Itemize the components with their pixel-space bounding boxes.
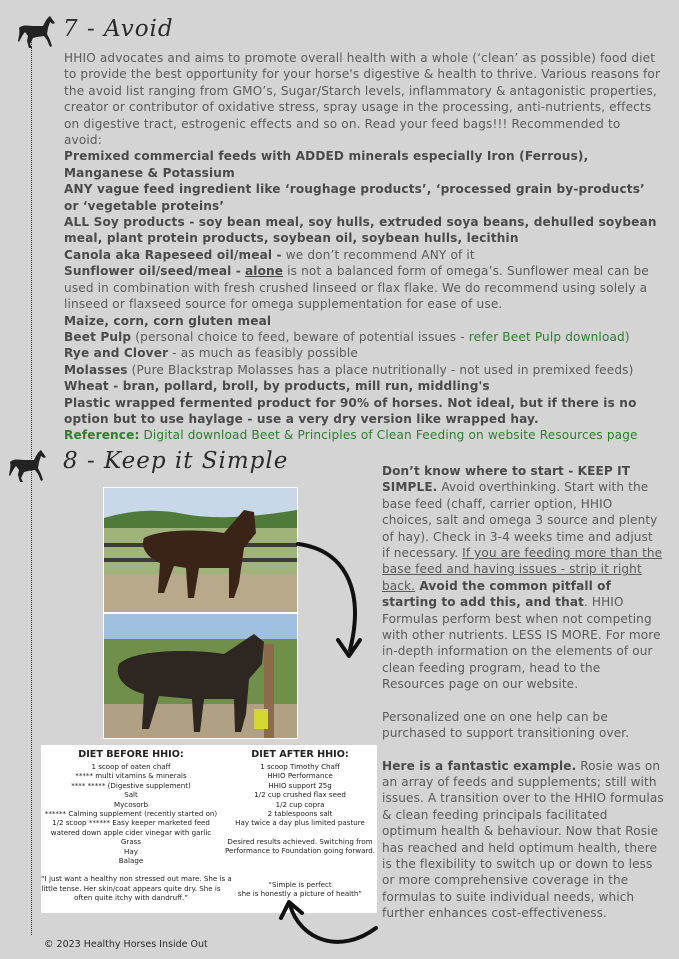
diet-before-quote: little tense. Her skin/coat appears quite dry. She is [41,883,221,893]
diet-after-quote: “Simple is perfect [268,879,332,889]
avoid-item: Canola aka Rapeseed oil/meal - we don’t recommend ANY of it [64,247,475,262]
diet-list-item: HHIO Performance [267,771,333,781]
diet-list-item: 1 scoop Timothy Chaff [260,762,340,771]
avoid-item: Beet Pulp (personal choice to feed, beware of potential issues - refer Beet Pulp download) [64,329,630,344]
personalized-help-paragraph: Personalized one on one help can be purchased to support transitioning over. [382,709,630,741]
diet-after-note: Performance to Foundation going forward. [225,846,375,856]
example-paragraph: Here is a fantastic example. Rosie was on an array of feeds and supplements; still with issues. A transition over to the HHIO formulas & clean feeding principals facilitated optimum health & behaviour. Now that Rosie has reached and held optimum health, there is the flexibility to switch up or down to less or more comprehensive coverage in the formulas to suite individual needs, which further enhances cost-effectiveness. [382,758,664,921]
diet-before-quote: often quite itchy with dandruff.” [74,893,188,903]
curved-arrow-icon [298,544,360,656]
diet-list-item: 1 scoop of oaten chaff [91,762,171,771]
avoid-item: Premixed commercial feeds with ADDED minerals especially Iron (Ferrous), Manganese & Potassium [64,149,589,180]
avoid-intro: HHIO advocates and aims to promote overall health with a whole (‘clean’ as possible) food diet to provide the best opportunity for your horse's digestive & health to thrive. Various reasons for the avoid list ranging from GMO’s, Sugar/Starch levels, inflammatory & antagonistic properties, creator or contributor of oxidative stress, spray usage in the processing, anti-nutrients, effects on digestive tract, estrogenic effects and so on. Read your feed bags!!! Recommended to avoid: [64,51,661,148]
beet-pulp-download-link[interactable]: refer Beet Pulp download) [468,329,630,344]
diet-list-item: **** ***** (Digestive supplement) [71,780,191,790]
avoid-item: Wheat - bran, pollard, broll, by products, mill run, middling's [64,379,490,394]
diet-after-note: Desired results achieved. Switching from [227,836,373,846]
diet-list-item: Hay twice a day plus limited pasture [235,818,365,828]
diet-list-item: HHIO support 25g [268,780,332,790]
reference-link[interactable]: Digital download Beet & Principles of Clean Feeding on website Resources page [139,428,638,443]
copyright-footer: © 2023 Healthy Horses Inside Out [44,939,208,950]
avoid-item: ANY vague feed ingredient like ‘roughage products’, ‘processed grain by-products’ or ‘vegetable proteins’ [64,182,645,213]
diet-list-item: watered down apple cider vinegar with garlic [50,827,212,837]
diet-after-title: DIET AFTER HHIO: [251,749,349,760]
diet-before-quote: “I just want a healthy non stressed out mare. She is a [41,874,232,884]
avoid-item: Maize, corn, corn gluten meal [64,313,272,328]
diet-list-item: 1/2 scoop ****** Easy keeper marketed feed [52,818,210,828]
diet-list-item: 1/2 cup copra [275,799,325,809]
curved-arrow-icon [281,902,376,942]
diet-list-item: 1/2 cup crushed flax seed [254,790,346,800]
diet-list-item: Mycosorb [113,799,148,809]
diet-list-item: ****** Calming supplement (recently started on) [44,809,218,819]
diet-list-item: Hay [124,846,138,856]
section-heading-avoid: 7 - Avoid [63,16,174,42]
section-heading-keep-simple: 8 - Keep it Simple [63,448,289,474]
reference-line: Reference: Digital download Beet & Principles of Clean Feeding on website Resources page [64,428,638,443]
diet-before-title: DIET BEFORE HHIO: [78,749,184,760]
avoid-item: Plastic wrapped fermented product for 90% of horses. Not ideal, but if there is no option but to use haylage - use a very dry version like wrapped hay. [64,395,637,426]
avoid-item: Molasses (Pure Blackstrap Molasses has a place nutritionally - not used in premixed feeds) [64,362,634,377]
keep-simple-paragraph: Don’t know where to start - KEEP IT SIMPLE. Avoid overthinking. Start with the base feed (chaff, carrier option, HHIO choices, salt and omega 3 source and plenty of hay). Check in 3-4 weeks time and adjust if necessary. If you are feeding more than the base feed and having issues - strip it right back. Avoid the common pitfall of starting to add this, and that. HHIO Formulas perform best when not competing with other nutrients. LESS IS MORE. For more in-depth information on the elements of our clean feeding program, head to the Resources page on our website. [382,464,663,692]
diet-list-item: Grass [120,837,142,847]
diet-after-quote: she is honestly a picture of health” [237,889,363,899]
diet-list-item: Salt [124,790,138,800]
diet-list-item: Balage [118,856,144,866]
diet-list-item: 2 tablespoons salt [267,809,333,819]
avoid-item-sunflower: Sunflower oil/seed/meal - alone is not a balanced form of omega’s. Sunflower meal can be used in combination with fresh crushed linseed or flax flake. We do recommend using solely a linseed or flaxseed source for omega supplementation for ease of use. [64,264,649,312]
avoid-item: ALL Soy products - soy bean meal, soy hulls, extruded soya beans, dehulled soybean meal, plant protein products, soybean oil, soybean hulls, lecithin [64,215,657,246]
avoid-item: Rye and Clover - as much as feasibly possible [64,346,358,361]
diet-list-item: ***** multi vitamins & minerals [75,771,187,781]
